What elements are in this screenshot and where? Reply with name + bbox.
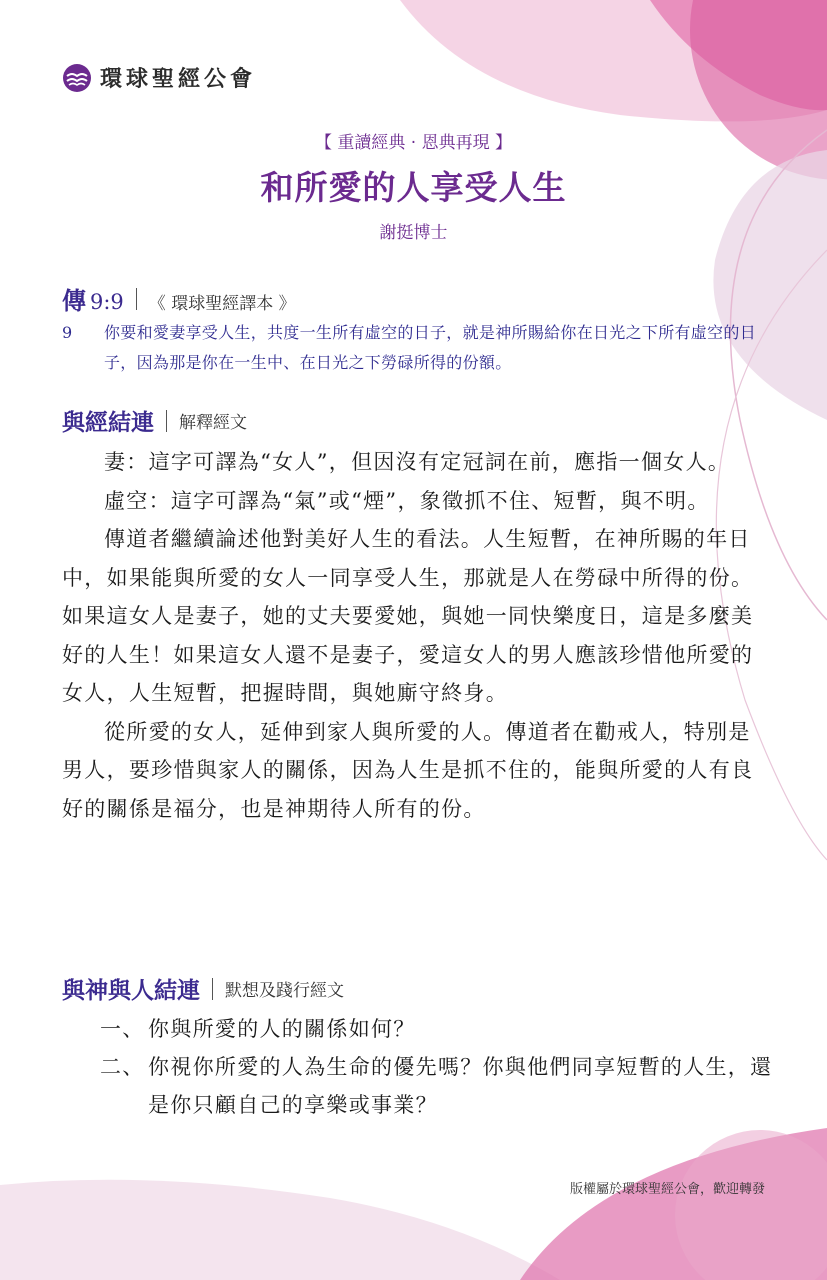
list-item-number: 二、	[100, 1055, 145, 1079]
paragraph: 從所愛的女人，延伸到家人與所愛的人。傳道者在勸戒人，特別是男人，要珍惜與家人的關係，因為人生是抓不住的，能與所愛的人有良好的關係是福分，也是神期待人所有的份。	[62, 719, 754, 821]
section-reflect-heading	[62, 972, 344, 1005]
verse-text: 你要和愛妻享受人生，共度一生所有虛空的日子，就是神所賜給你在日光之下所有虛空的日子，因為那是你在一生中、在日光之下勞碌所得的份額。	[104, 323, 757, 372]
scripture-chapter-verse: 9:9	[90, 290, 124, 314]
org-logo	[62, 62, 256, 93]
list-item-number: 一、	[100, 1017, 145, 1041]
section-explain-subtitle: 解釋經文	[179, 413, 247, 433]
series-label: 【 重讀經典 · 恩典再現 】	[314, 133, 513, 153]
section-explain-heading	[62, 404, 247, 437]
scripture-book: 傳	[62, 286, 86, 315]
verse-block	[62, 318, 782, 378]
divider	[212, 978, 213, 1000]
scripture-reference	[62, 281, 296, 316]
paragraph: 傳道者繼續論述他對美好人生的看法。人生短暫，在神所賜的年日中，如果能與所愛的女人一同享受人生，那就是人在勞碌中所得的份。如果這女人是妻子，她的丈夫要愛她，與她一同快樂度日，這是多麼美好的人生！如果這女人還不是妻子，愛這女人的男人應該珍惜他所愛的女人，人生短暫，把握時間，與她廝守終身。	[62, 527, 754, 705]
list-item	[100, 1010, 780, 1048]
author: 謝挺博士	[379, 223, 448, 243]
reflection-list	[100, 1010, 780, 1124]
section-reflect-subtitle: 默想及踐行經文	[225, 981, 344, 1001]
section-reflect-title: 與神與人結連	[62, 977, 200, 1004]
page-title: 和所愛的人享受人生	[260, 168, 567, 207]
divider	[136, 288, 137, 310]
list-item-text: 你視你所愛的人為生命的優先嗎？你與他們同享短暫的人生，還是你只顧自己的享樂或事業？	[148, 1055, 773, 1117]
bible-society-logo-icon	[62, 63, 92, 93]
verse-number: 9	[62, 323, 73, 342]
paragraph: 虛空：這字可譯為“氣”或“煙”，象徵抓不住、短暫，與不明。	[104, 488, 710, 513]
divider	[166, 410, 167, 432]
list-item	[100, 1048, 780, 1124]
org-name: 環球聖經公會	[100, 67, 257, 92]
list-item-text: 你與所愛的人的關係如何？	[148, 1017, 416, 1041]
paragraph: 妻：這字可譯為“女人”，但因沒有定冠詞在前，應指一個女人。	[104, 450, 731, 474]
copyright-notice: 版權屬於環球聖經公會，歡迎轉發	[569, 1182, 765, 1197]
explanation-body	[62, 443, 772, 828]
bible-version: 《 環球聖經譯本 》	[148, 294, 296, 314]
section-explain-title: 與經結連	[62, 409, 154, 436]
